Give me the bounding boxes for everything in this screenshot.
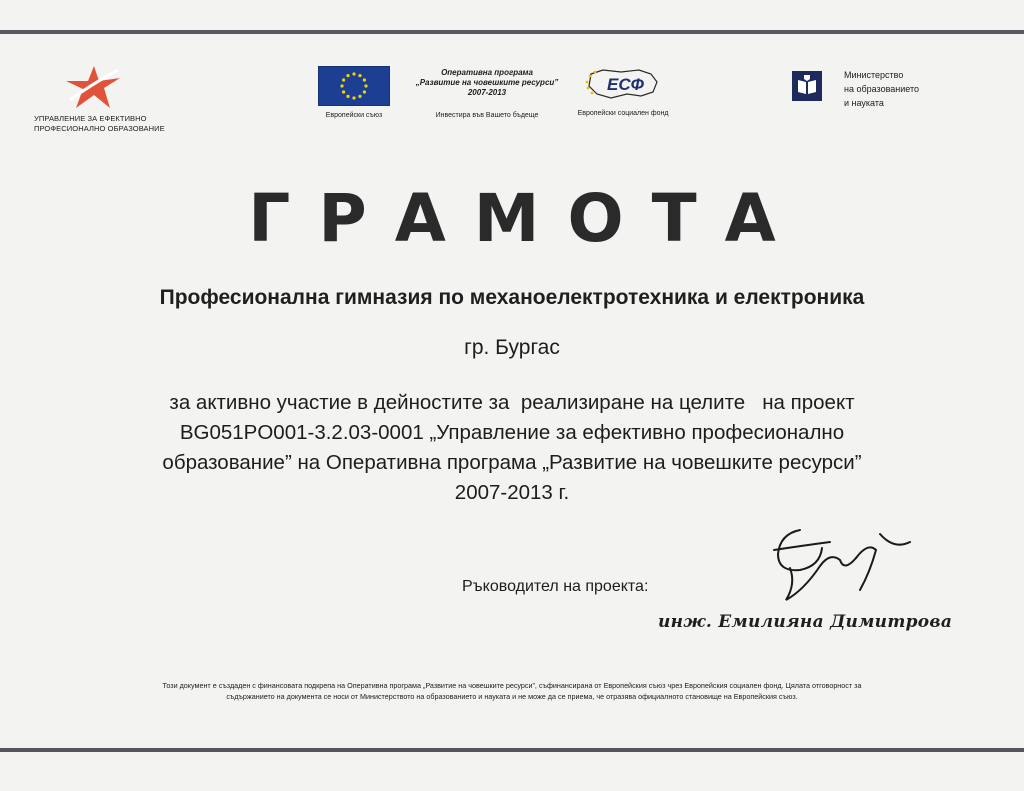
esf-logo-icon xyxy=(581,66,665,102)
body-line2: BG051PO001-3.2.03-0001 „Управление за ефективно професионално xyxy=(179,421,845,444)
certificate-body xyxy=(60,388,964,508)
programme-line3: 2007-2013 xyxy=(467,88,507,97)
school-city: гр. Бургас xyxy=(464,336,560,359)
disclaimer-line2: съдържанието на документа се носи от Министерството на образованието и науката и не може да се приема, че отразява официалното становище на Европейския съюз. xyxy=(226,692,798,701)
bottom-border xyxy=(0,748,1024,752)
top-border xyxy=(0,30,1024,34)
eu-flag-icon xyxy=(318,66,390,106)
funding-disclaimer xyxy=(120,680,904,702)
certificate-title: ГРАМОТА xyxy=(248,180,804,257)
body-line1: за активно участие в дейностите за реализиране на целите на проект xyxy=(169,391,855,414)
uepo-text-line2: ПРОФЕСИОНАЛНО ОБРАЗОВАНИЕ xyxy=(34,124,165,133)
esf-logo-text: ЕСФ xyxy=(607,75,644,94)
project-leader-label: Ръководител на проекта: xyxy=(462,578,649,595)
uepo-logo xyxy=(34,64,184,134)
school-name: Професионална гимназия по механоелектротехника и електроника xyxy=(159,286,865,309)
esf-caption: Европейски социален фонд xyxy=(577,110,669,117)
ministry-line3: и науката xyxy=(844,98,884,108)
body-line3: образование” на Оперативна програма „Развитие на човешките ресурси” xyxy=(162,451,862,474)
uepo-text-line1: УПРАВЛЕНИЕ ЗА ЕФЕКТИВНО xyxy=(34,114,147,123)
star-logo-icon xyxy=(64,64,122,110)
ministry-book-icon xyxy=(792,71,822,101)
project-leader-name: инж. Емилияна Димитрова xyxy=(658,612,953,632)
ministry-line1: Министерство xyxy=(844,70,904,80)
esf-logo xyxy=(568,66,678,117)
eu-caption: Европейски съюз xyxy=(325,112,383,119)
body-line4: 2007-2013 г. xyxy=(454,481,570,504)
handwritten-signature-icon xyxy=(760,520,920,615)
ministry-line2: на образованието xyxy=(844,84,919,94)
operational-programme-logo xyxy=(392,68,582,119)
eu-logo xyxy=(318,66,390,119)
disclaimer-line1: Този документ е създаден с финансовата подкрепа на Оперативна програма „Развитие на човешките ресурси”, съфинансирана от Европейския съюз чрез Европейския социален фонд. Цялата отговорност за xyxy=(162,681,862,690)
programme-line1: Оперативна програма xyxy=(441,68,533,77)
programme-caption: Инвестира във Вашето бъдеще xyxy=(435,112,539,119)
programme-line2: „Развитие на човешките ресурси” xyxy=(415,78,559,87)
